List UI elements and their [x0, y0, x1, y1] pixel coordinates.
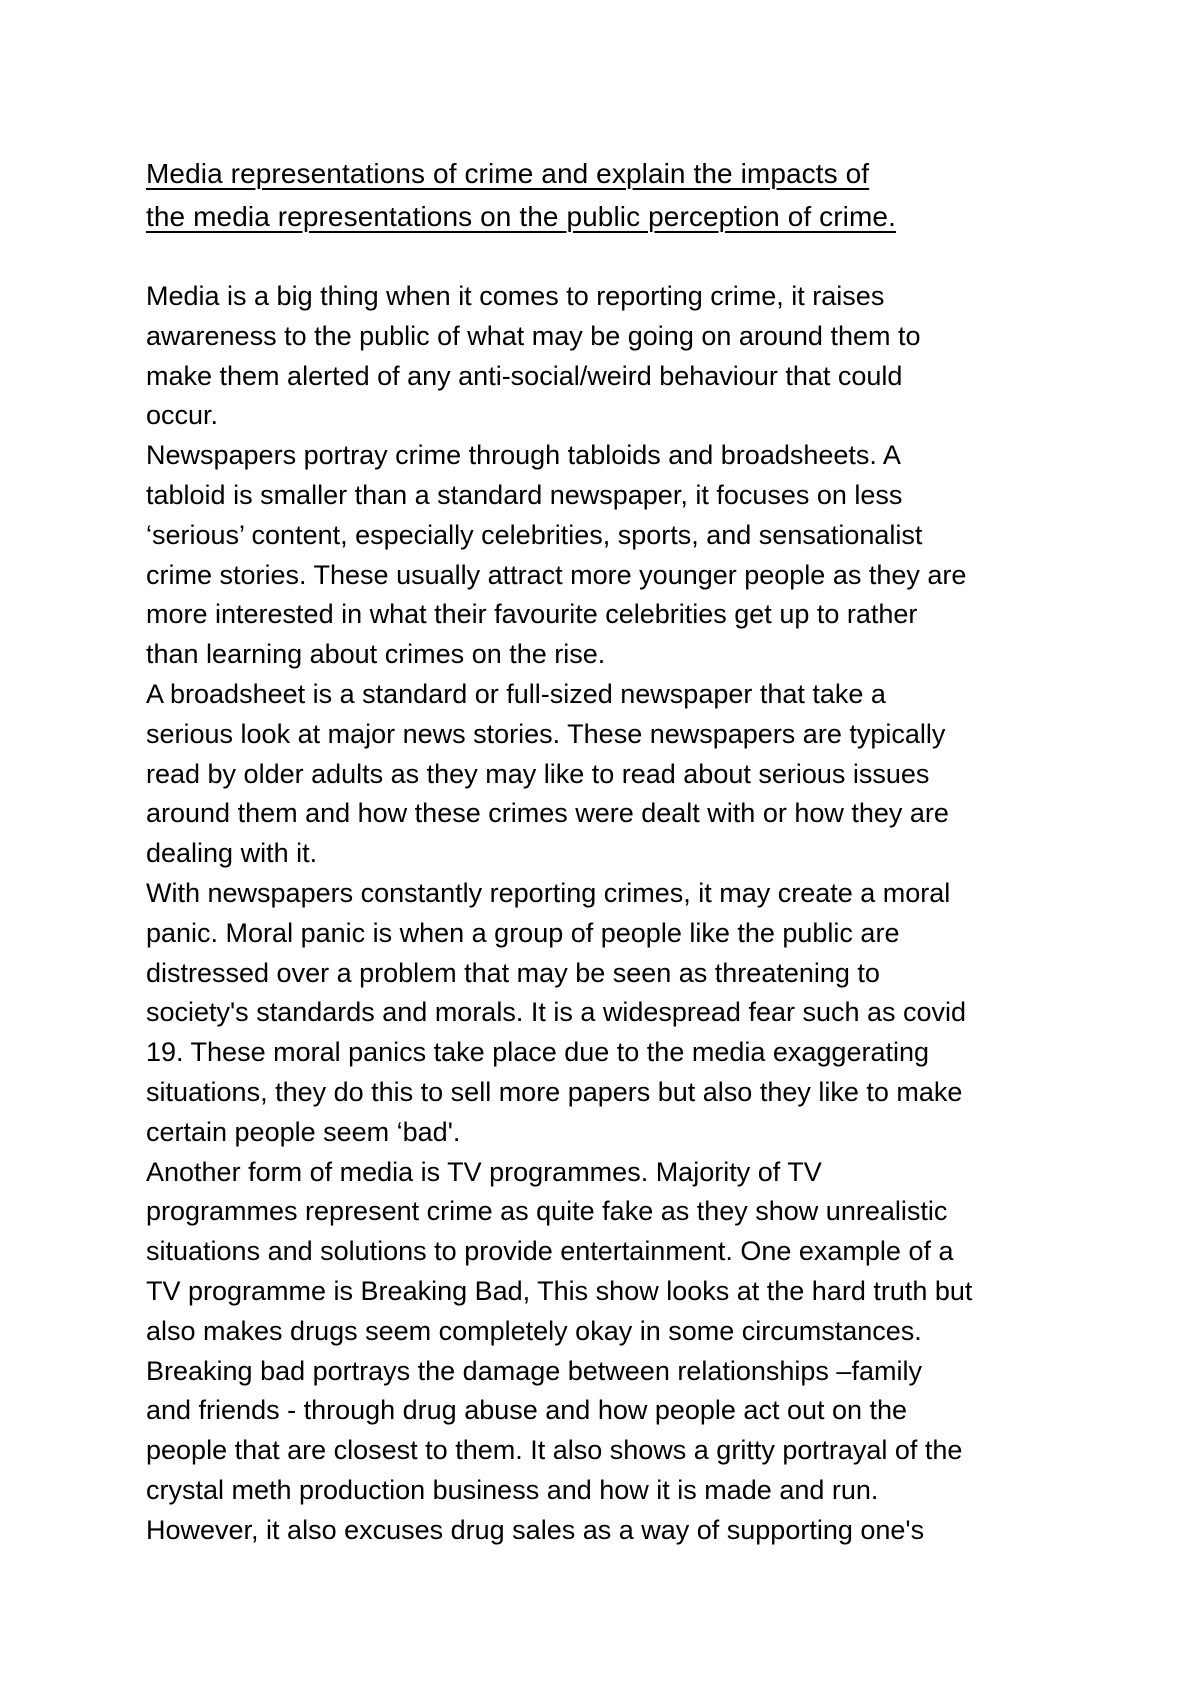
body-line: A broadsheet is a standard or full-sized newspaper that take a	[146, 678, 886, 709]
body-line: distressed over a problem that may be seen as threatening to	[146, 957, 880, 988]
body-line: around them and how these crimes were dealt with or how they are	[146, 798, 949, 829]
body-line: society's standards and morals. It is a widespread fear such as covid	[146, 997, 967, 1028]
body-line: crime stories. These usually attract more younger people as they are	[146, 559, 967, 590]
body-line: dealing with it.	[146, 838, 318, 869]
body-line: panic. Moral panic is when a group of people like the public are	[146, 917, 900, 948]
body-line: However, it also excuses drug sales as a way of supporting one's	[146, 1514, 925, 1545]
title-line: the media representations on the public perception of crime.	[146, 201, 896, 232]
body-line: people that are closest to them. It also shows a gritty portrayal of the	[146, 1435, 963, 1466]
body-line: situations, they do this to sell more papers but also they like to make	[146, 1076, 963, 1107]
body-line: With newspapers constantly reporting crimes, it may create a moral	[146, 877, 951, 908]
body-line: certain people seem ‘bad'.	[146, 1116, 461, 1147]
body-line: awareness to the public of what may be going on around them to	[146, 320, 921, 351]
body-line: programmes represent crime as quite fake as they show unrealistic	[146, 1196, 948, 1227]
body-line: occur.	[146, 400, 219, 431]
title-line: Media representations of crime and explain the impacts of	[146, 158, 870, 189]
body-line: read by older adults as they may like to read about serious issues	[146, 758, 930, 789]
body-line: more interested in what their favourite celebrities get up to rather	[146, 599, 918, 630]
body-line: also makes drugs seem completely okay in some circumstances.	[146, 1315, 922, 1346]
body-line: and friends - through drug abuse and how people act out on the	[146, 1395, 908, 1426]
body-line: crystal meth production business and how it is made and run.	[146, 1474, 879, 1505]
body-line: ‘serious’ content, especially celebrities, sports, and sensationalist	[146, 519, 923, 550]
body-line: 19. These moral panics take place due to the media exaggerating	[146, 1037, 929, 1068]
document-title	[146, 152, 1106, 238]
body-line: Breaking bad portrays the damage between relationships –family	[146, 1355, 922, 1386]
body-line: serious look at major news stories. These newspapers are typically	[146, 718, 946, 749]
document-body	[146, 277, 1106, 1551]
body-line: tabloid is smaller than a standard newspaper, it focuses on less	[146, 479, 903, 510]
body-line: Another form of media is TV programmes. Majority of TV	[146, 1156, 822, 1187]
body-line: make them alerted of any anti-social/weird behaviour that could	[146, 360, 903, 391]
body-line: Media is a big thing when it comes to reporting crime, it raises	[146, 281, 885, 311]
body-line: situations and solutions to provide entertainment. One example of a	[146, 1236, 954, 1267]
body-line: TV programme is Breaking Bad, This show looks at the hard truth but	[146, 1275, 973, 1306]
body-line: than learning about crimes on the rise.	[146, 639, 606, 670]
body-line: Newspapers portray crime through tabloids and broadsheets. A	[146, 440, 901, 471]
